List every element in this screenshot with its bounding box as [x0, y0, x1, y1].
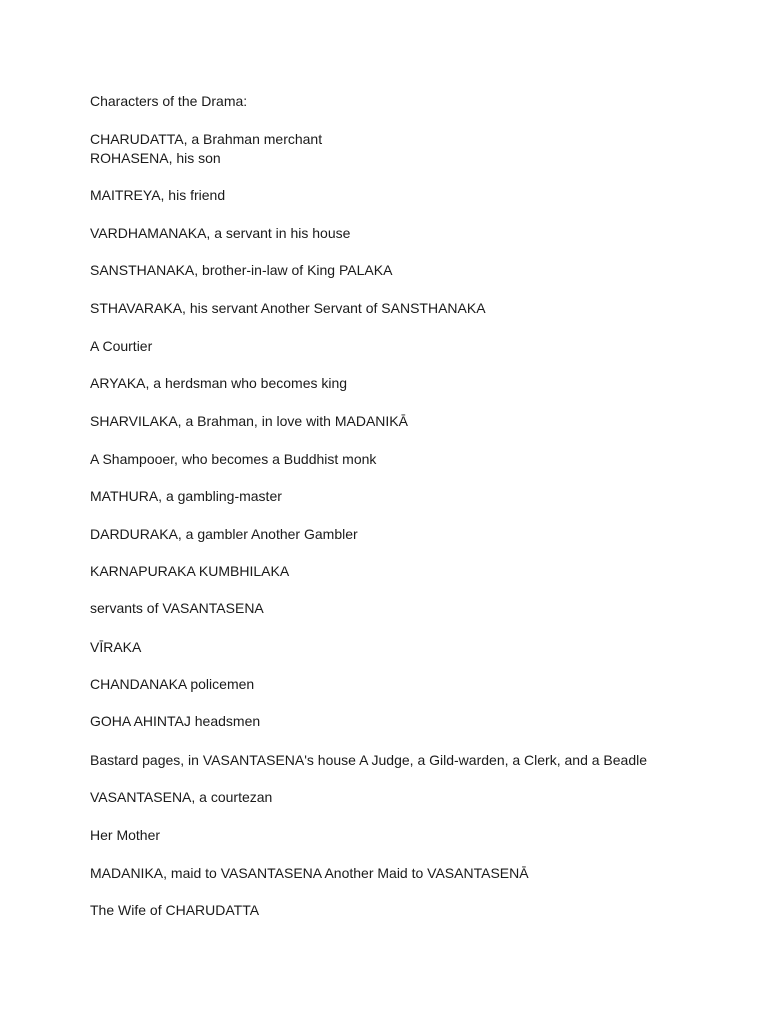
character-entry: CHANDANAKA policemen [90, 676, 255, 692]
character-entry: MADANIKA, maid to VASANTASENA Another Maid to VASANTASENĀ [90, 865, 529, 881]
character-entry: VASANTASENA, a courtezan [90, 789, 273, 805]
character-entry: A Shampooer, who becomes a Buddhist monk [90, 451, 377, 467]
character-entry: STHAVARAKA, his servant Another Servant of SANSTHANAKA [90, 300, 486, 316]
character-entry: Bastard pages, in VASANTASENA's house A Judge, a Gild-warden, a Clerk, and a Beadle [90, 752, 648, 768]
document-heading: Characters of the Drama: [90, 93, 248, 109]
character-entry: servants of VASANTASENA [90, 600, 264, 616]
character-entry: GOHA AHINTAJ headsmen [90, 713, 261, 729]
character-entry: Her Mother [90, 827, 161, 843]
character-entry: MAITREYA, his friend [90, 187, 226, 203]
character-entry: KARNAPURAKA KUMBHILAKA [90, 563, 290, 579]
character-entry: VARDHAMANAKA, a servant in his house [90, 225, 351, 241]
character-entry: The Wife of CHARUDATTA [90, 902, 260, 918]
character-entry: VĪRAKA [90, 639, 142, 655]
character-entry: SHARVILAKA, a Brahman, in love with MADANIKĀ [90, 413, 408, 429]
character-entry: MATHURA, a gambling-master [90, 488, 282, 504]
character-entry: A Courtier [90, 338, 153, 354]
character-entry: DARDURAKA, a gambler Another Gambler [90, 526, 358, 542]
character-entry: ARYAKA, a herdsman who becomes king [90, 375, 348, 391]
character-entry: ROHASENA, his son [90, 150, 221, 166]
character-entry: SANSTHANAKA, brother-in-law of King PALAKA [90, 262, 393, 278]
character-entry: CHARUDATTA, a Brahman merchant [90, 131, 323, 147]
